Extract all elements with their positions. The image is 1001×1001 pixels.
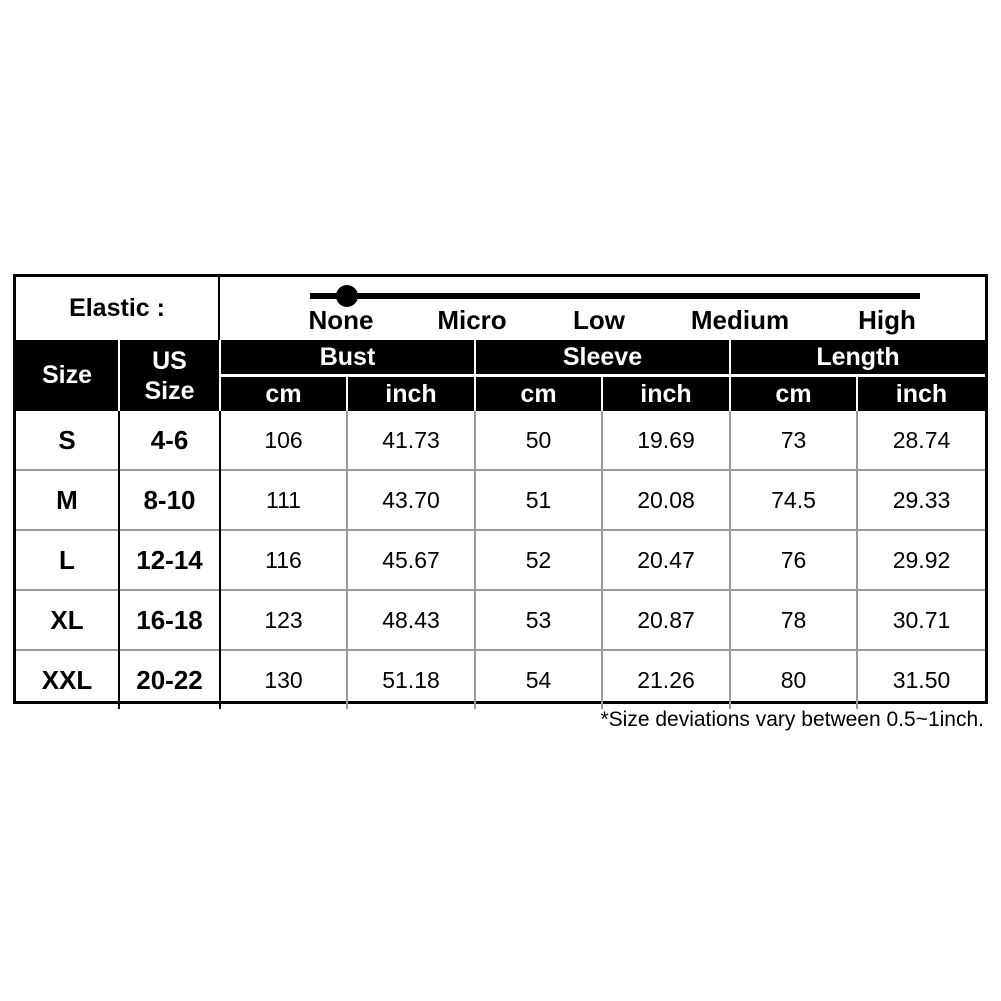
elastic-level-medium: Medium [690, 305, 790, 335]
measurement-cell: 116 [220, 530, 347, 590]
measurement-cell: 45.67 [347, 530, 475, 590]
size-cell: L [16, 530, 119, 590]
table-row [16, 411, 985, 470]
measurement-cell: 80 [730, 650, 857, 709]
unit-header: cm [220, 376, 347, 412]
elastic-level-none: None [308, 305, 374, 335]
measurement-cell: 21.26 [602, 650, 730, 709]
measurement-cell: 29.92 [857, 530, 985, 590]
us-size-cell: 12-14 [119, 530, 220, 590]
measurement-cell: 50 [475, 411, 602, 470]
table-row [16, 650, 985, 709]
size-cell: XL [16, 590, 119, 650]
measurement-cell: 52 [475, 530, 602, 590]
size-cell: M [16, 470, 119, 530]
size-deviation-note: *Size deviations vary between 0.5~1inch. [600, 708, 984, 731]
measurement-cell: 111 [220, 470, 347, 530]
header-row-groups [16, 340, 985, 376]
measurement-cell: 41.73 [347, 411, 475, 470]
us-size-cell: 20-22 [119, 650, 220, 709]
size-cell: S [58, 424, 76, 455]
measurement-cell: 29.33 [857, 470, 985, 530]
measurement-cell: 106 [220, 411, 347, 470]
table-row [16, 590, 985, 650]
unit-header: cm [730, 376, 857, 412]
col-us-size-line2: Size [144, 376, 195, 405]
col-size-header: Size [16, 340, 119, 411]
unit-header: inch [347, 376, 475, 412]
elastic-level-high: High [858, 305, 916, 335]
elastic-scale-track [310, 293, 920, 299]
elastic-level-low: Low [573, 305, 625, 335]
measurement-cell: 20.08 [602, 470, 730, 530]
measurement-cell: 51.18 [347, 650, 475, 709]
table-body [16, 411, 985, 709]
table-row [16, 470, 985, 530]
us-size-cell: 4-6 [119, 411, 220, 470]
col-us-size-line1: US [152, 346, 187, 375]
group-bust-header: Bust [220, 340, 475, 376]
measurement-cell: 53 [475, 590, 602, 650]
measurement-cell: 76 [730, 530, 857, 590]
measurement-cell: 123 [220, 590, 347, 650]
measurement-cell: 20.47 [602, 530, 730, 590]
measurement-cell: 20.87 [602, 590, 730, 650]
elastic-label: Elastic : [16, 277, 220, 340]
group-length-header: Length [730, 340, 985, 376]
measurement-cell: 19.69 [602, 411, 730, 470]
measurement-cell: 54 [475, 650, 602, 709]
unit-header: cm [475, 376, 602, 412]
us-size-cell: 8-10 [119, 470, 220, 530]
measurement-cell: 28.74 [857, 411, 985, 470]
size-chart [13, 274, 988, 704]
size-table [16, 340, 985, 709]
measurement-cell: 73 [730, 411, 857, 470]
measurement-cell: 48.43 [347, 590, 475, 650]
measurement-cell: 78 [730, 590, 857, 650]
measurement-cell: 43.70 [347, 470, 475, 530]
measurement-cell: 30.71 [857, 590, 985, 650]
size-cell: XXL [16, 650, 119, 709]
measurement-cell: 74.5 [730, 470, 857, 530]
table-row [16, 530, 985, 590]
measurement-cell: 51 [475, 470, 602, 530]
measurement-cell: 130 [220, 650, 347, 709]
unit-header: inch [857, 376, 985, 412]
us-size-cell: 16-18 [119, 590, 220, 650]
elastic-indicator-knob [336, 285, 358, 307]
unit-header: inch [602, 376, 730, 412]
group-sleeve-header: Sleeve [475, 340, 730, 376]
elastic-level-micro: Micro [437, 305, 507, 335]
col-us-size-header [119, 340, 220, 411]
measurement-cell: 31.50 [857, 650, 985, 709]
elastic-row [16, 277, 985, 342]
